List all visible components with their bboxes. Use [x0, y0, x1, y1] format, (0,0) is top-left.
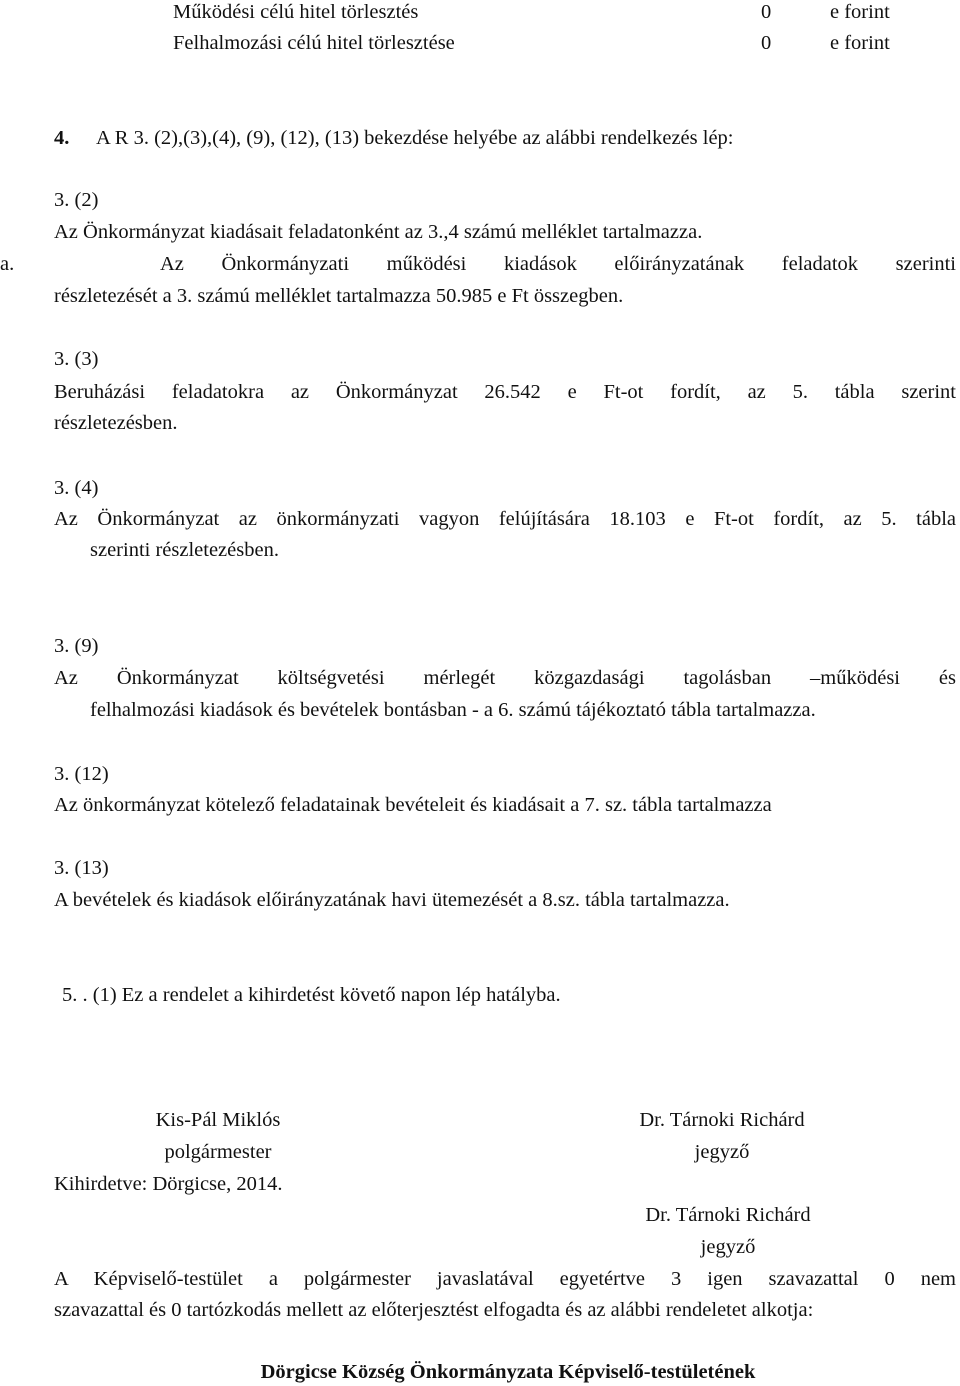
item-amount: 0: [761, 1, 772, 23]
paragraph-13-heading: 3. (13): [54, 857, 109, 879]
paragraph-4-heading: 3. (4): [54, 477, 99, 499]
item-label: Működési célú hitel törlesztés: [173, 1, 419, 23]
item-unit: e forint: [830, 1, 890, 23]
paragraph-12-line-1: Az önkormányzat kötelező feladatainak bevételeit és kiadásait a 7. sz. tábla tartalmazza: [54, 794, 772, 816]
closing-line-1: A Képviselő-testület a polgármester javaslatával egyetértve 3 igen szavazattal 0 nem: [54, 1268, 956, 1290]
paragraph-9-line-2: felhalmozási kiadások és bevételek bontásban - a 6. számú tájékoztató tábla tartalmazza.: [90, 699, 816, 721]
paragraph-2-line-1: Az Önkormányzat kiadásait feladatonként az 3.,4 számú melléklet tartalmazza.: [54, 221, 703, 243]
paragraph-4-line-2: szerinti részletezésben.: [90, 539, 279, 561]
closing-line-2: szavazattal és 0 tartózkodás mellett az előterjesztést elfogadta és az alábbi rendeletet alkotja:: [54, 1299, 814, 1321]
mayor-title: polgármester: [164, 1141, 272, 1163]
item-label: Felhalmozási célú hitel törlesztése: [173, 32, 455, 54]
paragraph-2-line-2: Az Önkormányzati működési kiadások előirányzatának feladatok szerinti: [160, 253, 956, 275]
paragraph-3-heading: 3. (3): [54, 348, 99, 370]
council-heading: Dörgicse Község Önkormányzata Képviselő-testületének: [260, 1361, 756, 1383]
mayor-name: Kis-Pál Miklós: [155, 1109, 281, 1131]
paragraph-2-line-3: részletezését a 3. számú melléklet tartalmazza 50.985 e Ft összegben.: [54, 285, 624, 307]
notary-title: jegyző: [694, 1141, 750, 1163]
paragraph-12-heading: 3. (12): [54, 763, 109, 785]
paragraph-9-heading: 3. (9): [54, 635, 99, 657]
item-unit: e forint: [830, 32, 890, 54]
section-4-number: 4.: [54, 127, 70, 149]
paragraph-9-line-1: Az Önkormányzat költségvetési mérlegét közgazdasági tagolásban –működési és: [54, 667, 956, 689]
notary-2-name: Dr. Tárnoki Richárd: [645, 1204, 811, 1226]
paragraph-4-line-1: Az Önkormányzat az önkormányzati vagyon felújítására 18.103 e Ft-ot fordít, az 5. tábla: [54, 508, 956, 530]
paragraph-3-line-1: Beruházási feladatokra az Önkormányzat 26.542 e Ft-ot fordít, az 5. tábla szerint: [54, 381, 956, 403]
announcement-date: Kihirdetve: Dörgicse, 2014.: [54, 1173, 283, 1195]
notary-name: Dr. Tárnoki Richárd: [639, 1109, 805, 1131]
paragraph-2-heading: 3. (2): [54, 189, 99, 211]
paragraph-2-marker: a.: [0, 253, 15, 275]
section-5-text: 5. . (1) Ez a rendelet a kihirdetést követő napon lép hatályba.: [62, 984, 561, 1006]
notary-2-title: jegyző: [700, 1236, 756, 1258]
paragraph-3-line-2: részletezésben.: [54, 412, 178, 434]
paragraph-13-line-1: A bevételek és kiadások előirányzatának havi ütemezését a 8.sz. tábla tartalmazza.: [54, 889, 730, 911]
item-amount: 0: [761, 32, 772, 54]
section-4-text: A R 3. (2),(3),(4), (9), (12), (13) bekezdése helyébe az alábbi rendelkezés lép:: [96, 127, 734, 149]
